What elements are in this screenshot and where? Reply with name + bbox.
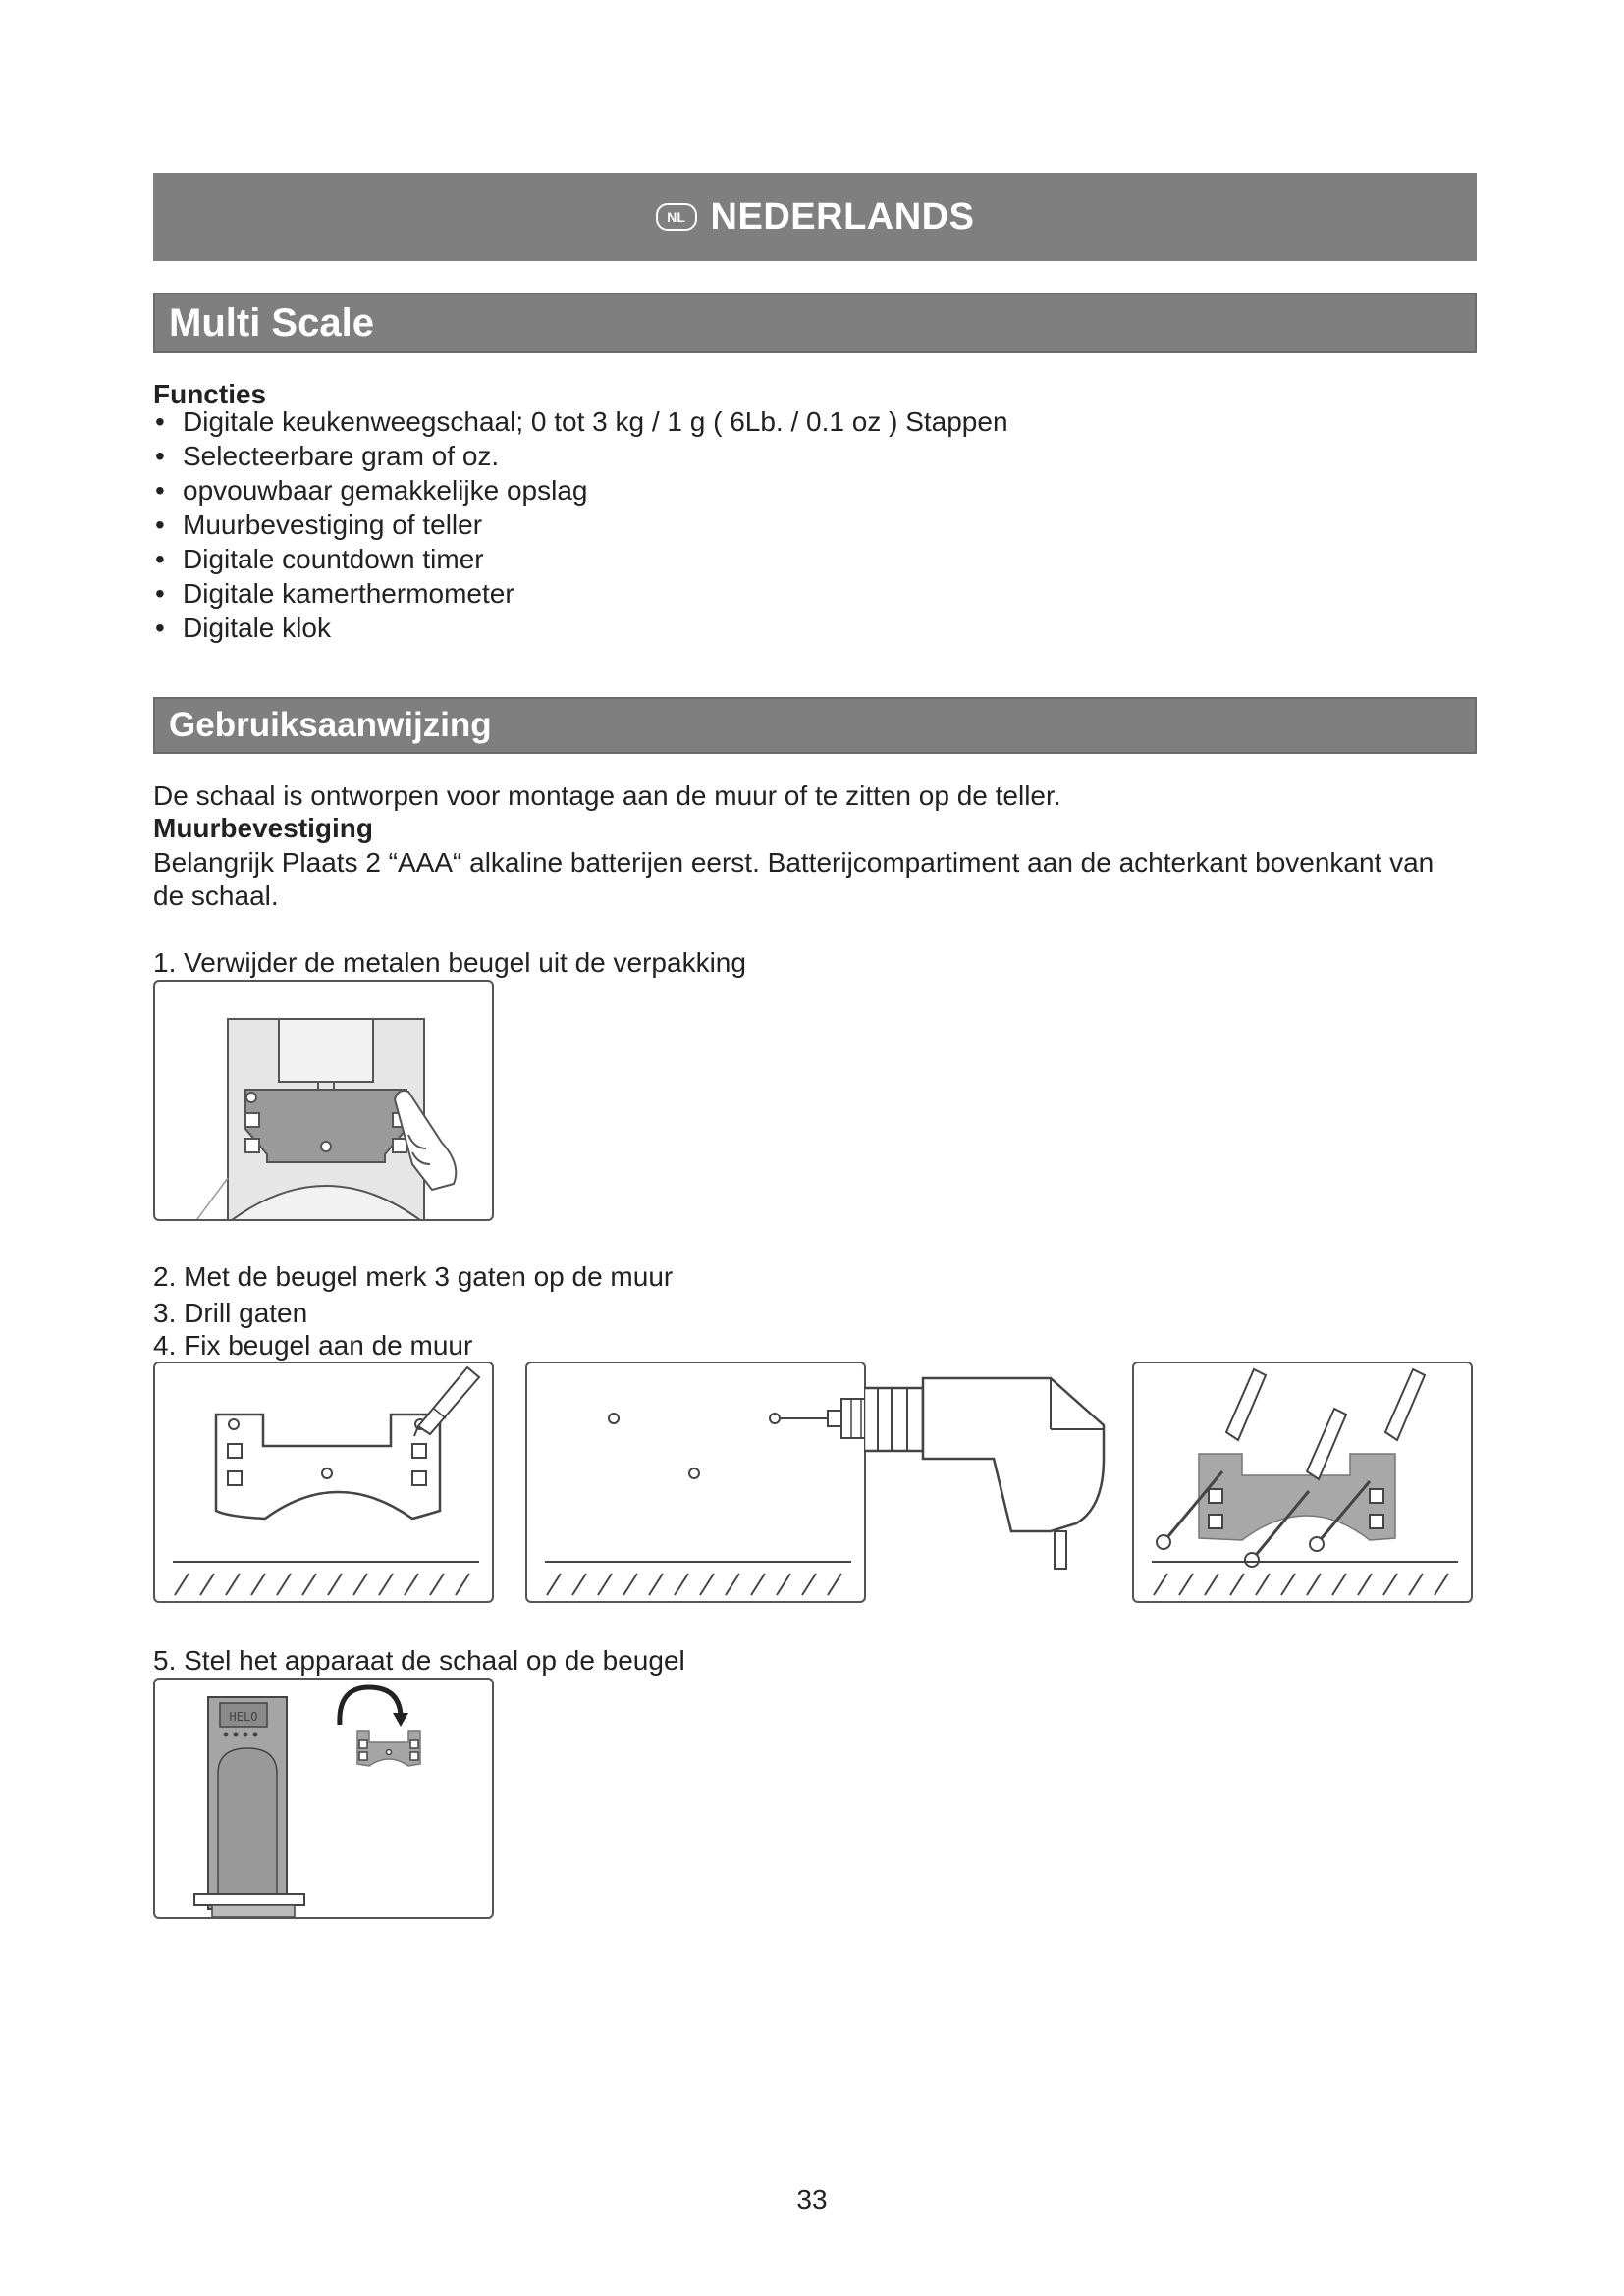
feature-item: • Selecteerbare gram of oz.	[153, 439, 1008, 473]
step-3: 3. Drill gaten	[153, 1298, 308, 1328]
language-badge: NL	[656, 203, 697, 231]
feature-item: • Digitale kamerthermometer	[153, 576, 1008, 611]
scale-display-text: HELO	[229, 1710, 258, 1724]
feature-item: • Digitale countdown timer	[153, 542, 1008, 576]
language-banner	[153, 173, 1477, 261]
step-1: 1. Verwijder de metalen beugel uit de verpakking	[153, 947, 746, 978]
step-2: 2. Met de beugel merk 3 gaten op de muur	[153, 1261, 674, 1292]
intro-text: De schaal is ontworpen voor montage aan de muur of te zitten op de teller.	[153, 780, 1061, 811]
figure-remove-bracket	[153, 980, 494, 1221]
feature-item: • opvouwbaar gemakkelijke opslag	[153, 473, 1008, 507]
battery-note-line1: Belangrijk Plaats 2 “AAA“ alkaline batterijen eerst. Batterijcompartiment aan de achterkant bovenkant van	[153, 847, 1435, 878]
features-heading: Functies	[153, 379, 267, 409]
drill-icon	[864, 1370, 1119, 1576]
figure-mount-scale	[153, 1678, 494, 1919]
wall-mount-heading: Muurbevestiging	[153, 813, 374, 843]
language-title: NEDERLANDS	[710, 195, 975, 238]
battery-note-line2: de schaal.	[153, 881, 279, 911]
section-title-multi-scale: Multi Scale	[153, 293, 1477, 353]
feature-item: • Digitale keukenweegschaal; 0 tot 3 kg / 1 g ( 6Lb. / 0.1 oz ) Stappen	[153, 404, 1008, 439]
section-title-instructions: Gebruiksaanwijzing	[153, 697, 1477, 754]
page-number: 33	[796, 2184, 828, 2215]
figure-mark-holes	[153, 1362, 494, 1603]
figure-fix-bracket	[1132, 1362, 1473, 1603]
step-5: 5. Stel het apparaat de schaal op de beugel	[153, 1645, 685, 1676]
feature-item: • Digitale klok	[153, 611, 1008, 645]
features-list	[153, 404, 1008, 645]
feature-item: • Muurbevestiging of teller	[153, 507, 1008, 542]
figure-drill-holes	[525, 1362, 866, 1603]
step-4: 4. Fix beugel aan de muur	[153, 1330, 473, 1361]
